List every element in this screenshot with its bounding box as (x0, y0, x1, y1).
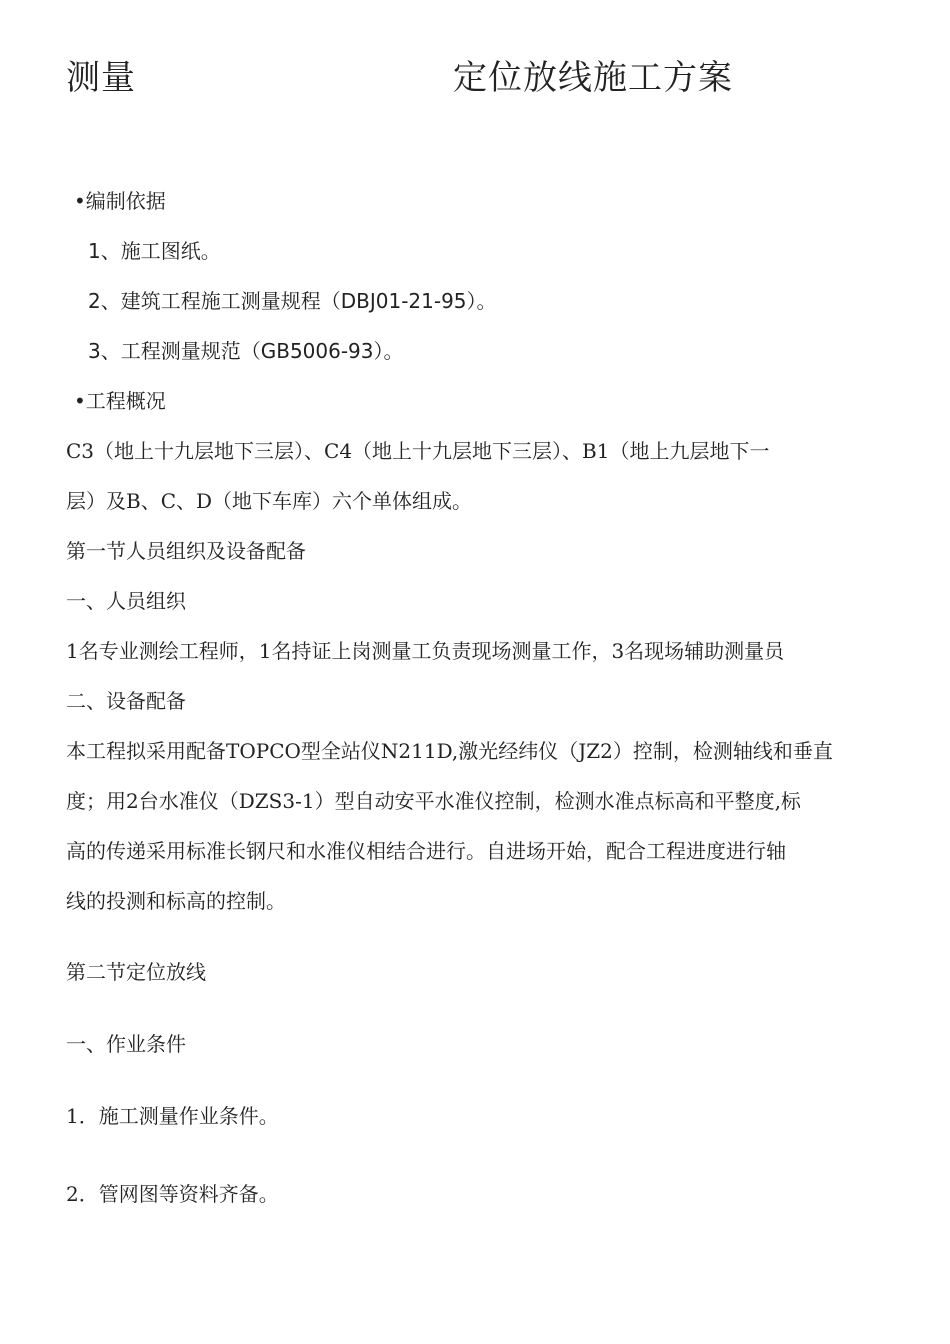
basis-heading: •编制依据 (74, 189, 166, 213)
equipment-line: 线的投测和标高的控制。 (66, 889, 286, 913)
equipment-line: 高的传递采用标准长钢尺和水准仪相结合进行。自进场开始，配合工程进度进行轴 (66, 839, 786, 863)
overview-line: 层）及B、C、D（地下车库）六个单体组成。 (66, 489, 473, 513)
basis-item: 2、建筑工程施工测量规程（DBJ01-21-95）。 (88, 289, 497, 313)
personnel-text: 1名专业测绘工程师，1名持证上岗测量工负责现场测量工作，3名现场辅助测量员 (66, 639, 785, 663)
overview-line: C3（地上十九层地下三层）、C4（地上十九层地下三层）、B1（地上九层地下一 (66, 439, 770, 463)
equipment-line: 本工程拟采用配备TOPCO型全站仪N211D,激光经纬仪（JZ2）控制，检测轴线和垂直 (66, 739, 833, 763)
document-title-part2: 定位放线施工方案 (453, 58, 733, 98)
section2-heading: 第二节定位放线 (66, 960, 206, 984)
personnel-heading: 一、人员组织 (66, 589, 186, 613)
conditions-heading: 一、作业条件 (66, 1032, 186, 1056)
conditions-item: 1．施工测量作业条件。 (66, 1104, 279, 1128)
basis-item: 1、施工图纸。 (88, 239, 221, 263)
section1-heading: 第一节人员组织及设备配备 (66, 539, 306, 563)
equipment-heading: 二、设备配备 (66, 689, 186, 713)
document-title-part1: 测量 (66, 58, 136, 98)
equipment-line: 度；用2台水准仪（DZS3-1）型自动安平水准仪控制，检测水准点标高和平整度,标 (66, 789, 801, 813)
conditions-item: 2．管网图等资料齐备。 (66, 1182, 279, 1206)
basis-item: 3、工程测量规范（GB5006-93）。 (88, 339, 404, 363)
overview-heading: •工程概况 (74, 389, 166, 413)
